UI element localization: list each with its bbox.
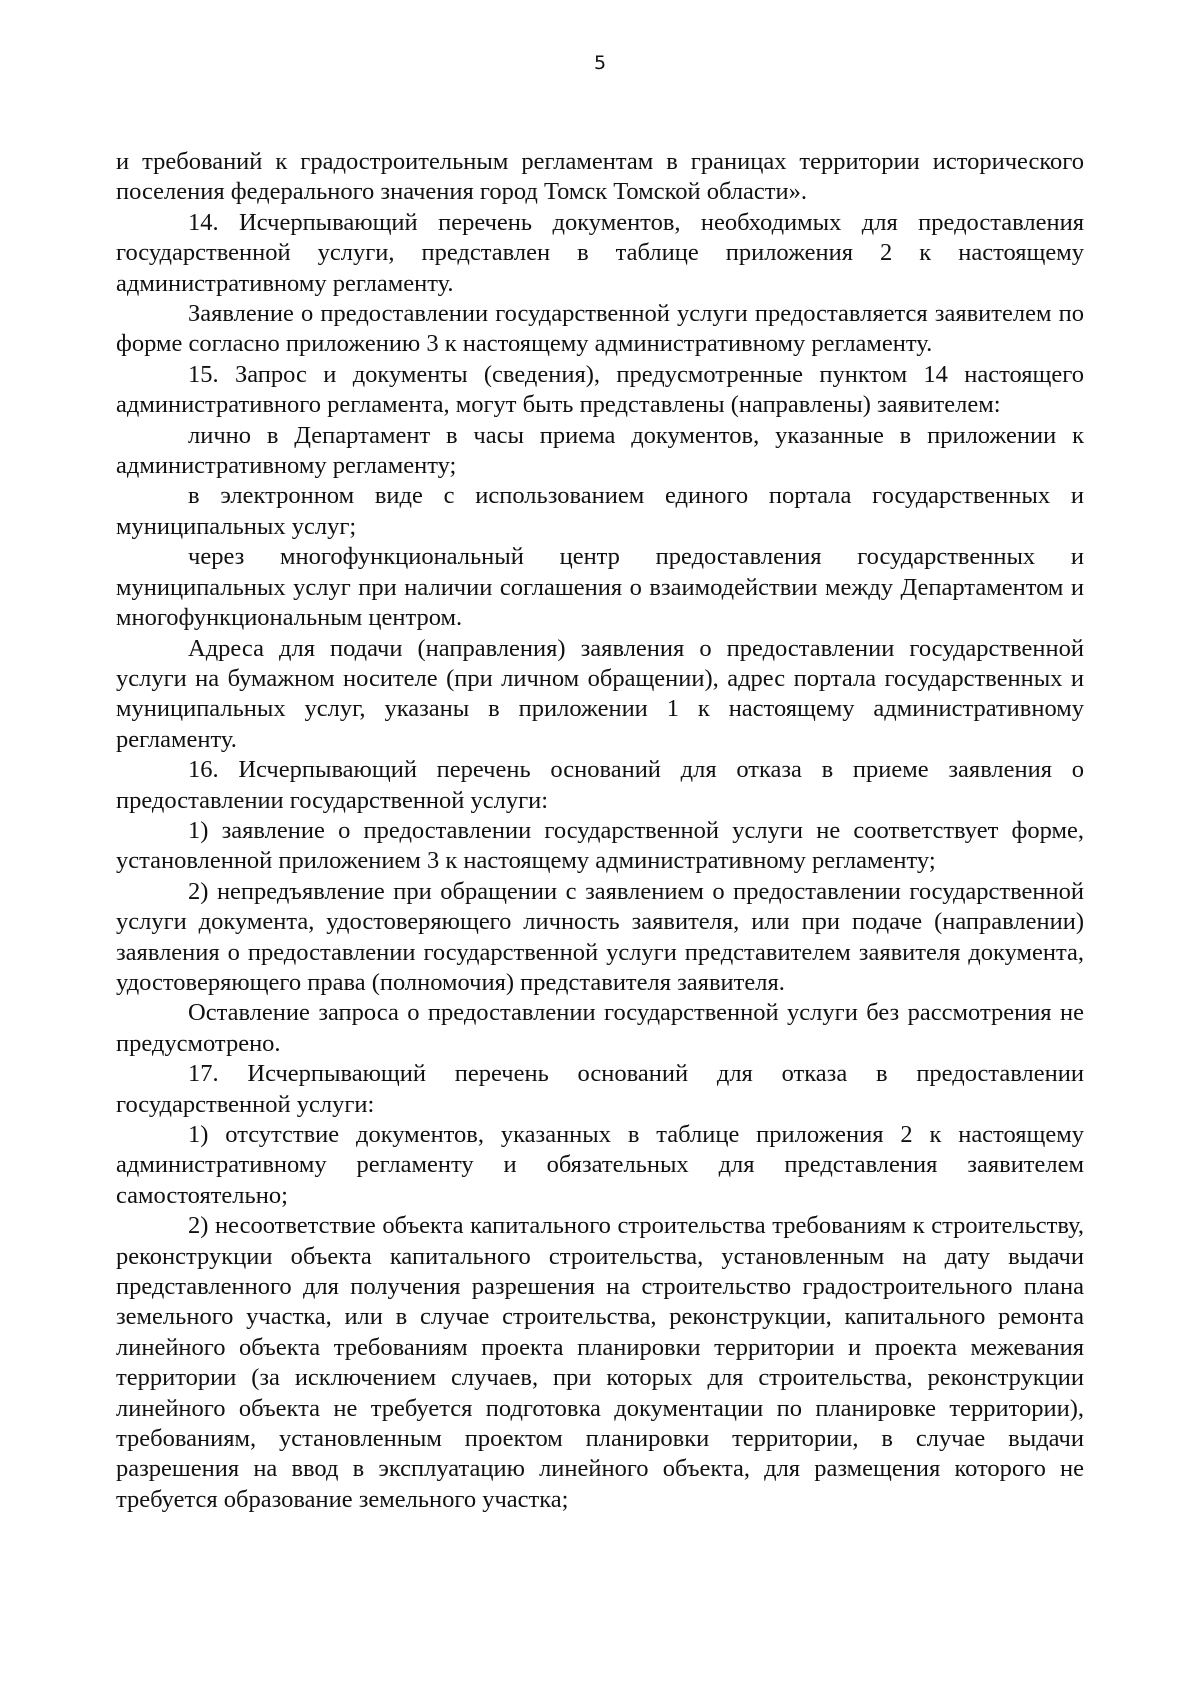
paragraph-item-14: 14. Исчерпывающий перечень документов, необходимых для предоставления государственной услуги, представлен в таблице приложения 2 к настоящему административному регламенту. <box>116 208 1084 297</box>
paragraph-continuation: и требований к градостроительным регламентам в границах территории исторического поселения федерального значения город Томск Томской области». <box>116 148 1084 206</box>
paragraph-mfc: через многофункциональный центр предоставления государственных и муниципальных услуг при наличии соглашения о взаимодействии между Департаментом и многофункциональным центром. <box>116 543 1084 632</box>
paragraph-item-16-2: 2) непредъявление при обращении с заявлением о предоставлении государственной услуги документа, удостоверяющего личность заявителя, или при подаче (направлении) заявления о предоставлении государственной услуги представителем заявителя документа, удостоверяющего права (полномочия) представителя заявителя. <box>116 877 1084 996</box>
paragraph-addresses: Адреса для подачи (направления) заявления о предоставлении государственной услуги на бумажном носителе (при личном обращении), адрес портала государственных и муниципальных услуг, указаны в приложении 1 к настоящему административному регламенту. <box>116 634 1084 753</box>
paragraph-item-16-1: 1) заявление о предоставлении государственной услуги не соответствует форме, установленной приложением 3 к настоящему административному регламенту; <box>116 816 1084 875</box>
paragraph-item-17-2: 2) несоответствие объекта капитального строительства требованиям к строительству, реконструкции объекта капитального строительства, установленным на дату выдачи представленного для получения разрешения на строительство градостроительного плана земельного участка, или в случае строительства, реконструкции, капитального ремонта линейного объекта требованиям проекта планировки территории и проекта межевания территории (за исключением случаев, при которых для строительства, реконструкции линейного объекта не требуется подготовка документации по планировке территории), требованиям, установленным проектом планировки территории, в случае выдачи разрешения на ввод в эксплуатацию линейного объекта, для размещения которого не требуется образование земельного участка; <box>116 1212 1084 1513</box>
document-body <box>116 147 1084 1515</box>
paragraph-application-form: Заявление о предоставлении государственной услуги предоставляется заявителем по форме согласно приложению 3 к настоящему административному регламенту. <box>116 300 1084 358</box>
paragraph-in-person: лично в Департамент в часы приема документов, указанные в приложении к административному регламенту; <box>116 421 1084 480</box>
paragraph-item-15: 15. Запрос и документы (сведения), предусмотренные пунктом 14 настоящего административного регламента, могут быть представлены (направлены) заявителем: <box>116 360 1084 419</box>
paragraph-item-17: 17. Исчерпывающий перечень оснований для отказа в предоставлении государственной услуги: <box>116 1060 1084 1118</box>
page-number: 5 <box>593 52 607 74</box>
paragraph-item-16: 16. Исчерпывающий перечень оснований для отказа в приеме заявления о предоставлении государственной услуги: <box>116 756 1084 814</box>
paragraph-item-17-1: 1) отсутствие документов, указанных в таблице приложения 2 к настоящему административному регламенту и обязательных для представления заявителем самостоятельно; <box>116 1121 1084 1209</box>
paragraph-no-consideration: Оставление запроса о предоставлении государственной услуги без рассмотрения не предусмотрено. <box>116 999 1084 1057</box>
paragraph-electronic: в электронном виде с использованием единого портала государственных и муниципальных услуг; <box>116 482 1084 540</box>
